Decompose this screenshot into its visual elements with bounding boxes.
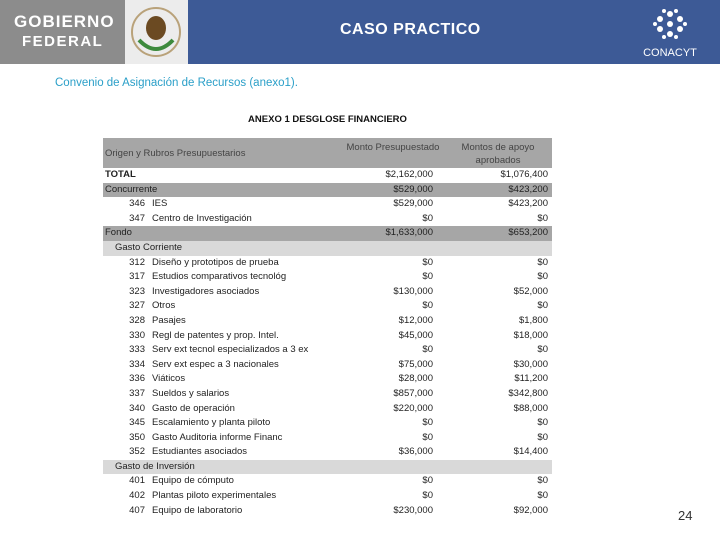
table-row xyxy=(103,241,552,256)
row-code: 347 xyxy=(129,212,145,224)
row-apoyo: $92,000 xyxy=(513,504,548,516)
row-monto: $45,000 xyxy=(398,329,433,341)
row-apoyo: $88,000 xyxy=(513,402,548,414)
row-monto: $857,000 xyxy=(393,387,433,399)
row-desc: Gasto de operación xyxy=(152,402,235,414)
row-apoyo: $18,000 xyxy=(513,329,548,341)
row-desc: Centro de Investigación xyxy=(152,212,252,224)
table-row xyxy=(103,460,552,475)
row-monto: $36,000 xyxy=(398,446,433,458)
row-monto: $0 xyxy=(422,475,433,487)
row-desc: Plantas piloto experimentales xyxy=(152,490,277,502)
row-desc: Regl de patentes y prop. Intel. xyxy=(152,329,279,341)
row-apoyo: $30,000 xyxy=(513,358,548,370)
row-desc: Viáticos xyxy=(152,373,186,385)
logo-line2: FEDERAL xyxy=(22,33,104,50)
table-row xyxy=(103,343,552,358)
row-monto: $0 xyxy=(422,417,433,429)
row-code: 336 xyxy=(129,373,145,385)
row-apoyo: $11,200 xyxy=(514,373,548,385)
row-monto: $0 xyxy=(422,256,433,268)
table-row xyxy=(103,168,552,183)
row-desc: Escalamiento y planta piloto xyxy=(152,417,271,429)
table-row xyxy=(103,197,552,212)
row-apoyo: $0 xyxy=(537,475,548,487)
row-code: 323 xyxy=(129,285,145,297)
row-monto: $220,000 xyxy=(393,402,433,414)
row-monto: $12,000 xyxy=(398,314,433,326)
row-monto: $0 xyxy=(422,431,433,443)
row-monto: $0 xyxy=(422,344,433,356)
row-desc: Estudiantes asociados xyxy=(152,446,248,458)
table-row xyxy=(103,387,552,402)
table-row xyxy=(103,358,552,373)
row-name: Gasto Corriente xyxy=(115,241,183,253)
row-desc: Estudios comparativos tecnológ xyxy=(152,271,287,283)
table-row xyxy=(103,285,552,300)
row-monto: $28,000 xyxy=(398,373,433,385)
row-code: 317 xyxy=(129,271,145,283)
table-title: ANEXO 1 DESGLOSE FINANCIERO xyxy=(248,114,407,125)
row-code: 401 xyxy=(129,475,145,487)
table-row xyxy=(103,226,552,241)
gobierno-federal-logo xyxy=(0,0,125,64)
row-name: Fondo xyxy=(105,227,132,239)
table-row xyxy=(103,372,552,387)
table-row xyxy=(103,431,552,446)
subtitle: Convenio de Asignación de Recursos (anexo1). xyxy=(55,77,298,89)
table-row xyxy=(103,474,552,489)
row-code: 340 xyxy=(129,402,145,414)
row-name: TOTAL xyxy=(105,169,136,180)
row-monto: $529,000 xyxy=(393,198,433,210)
row-desc: Serv ext tecnol especializados a 3 ex xyxy=(152,344,309,356)
mexico-seal-icon xyxy=(125,0,188,64)
row-desc: Investigadores asociados xyxy=(152,285,260,297)
table-row xyxy=(103,314,552,329)
row-desc: Serv ext espec a 3 nacionales xyxy=(152,358,279,370)
row-code: 333 xyxy=(129,344,145,356)
financial-table xyxy=(103,138,552,518)
row-monto: $0 xyxy=(422,490,433,502)
row-desc: Pasajes xyxy=(152,314,186,326)
row-monto: $529,000 xyxy=(393,183,433,195)
row-code: 330 xyxy=(129,329,145,341)
row-code: 337 xyxy=(129,387,145,399)
row-monto: $75,000 xyxy=(398,358,433,370)
row-desc: Equipo de cómputo xyxy=(152,475,234,487)
row-code: 328 xyxy=(129,314,145,326)
row-apoyo: $0 xyxy=(537,300,548,312)
row-apoyo: $423,200 xyxy=(508,198,548,210)
row-name: Concurrente xyxy=(105,183,158,195)
row-apoyo: $52,000 xyxy=(513,285,548,297)
conacyt-text: CONACYT xyxy=(643,47,697,59)
row-code: 402 xyxy=(129,490,145,502)
table-row xyxy=(103,504,552,519)
row-apoyo: $0 xyxy=(537,256,548,268)
row-code: 345 xyxy=(129,417,145,429)
row-desc: Diseño y prototipos de prueba xyxy=(152,256,279,268)
row-code: 407 xyxy=(129,504,145,516)
slide-title: CASO PRACTICO xyxy=(340,21,481,38)
row-desc: Otros xyxy=(152,300,176,312)
row-code: 334 xyxy=(129,358,145,370)
row-apoyo: $0 xyxy=(537,431,548,443)
conacyt-emblem-icon xyxy=(653,8,687,40)
col-header-origen: Origen y Rubros Presupuestarios xyxy=(105,148,246,159)
col-header-apoyo: Montos de apoyo aprobados xyxy=(461,142,535,166)
table-row xyxy=(103,329,552,344)
row-code: 352 xyxy=(129,446,145,458)
table-row xyxy=(103,416,552,431)
row-code: 327 xyxy=(129,300,145,312)
row-apoyo: $1,076,400 xyxy=(500,169,548,180)
row-apoyo: $0 xyxy=(537,271,548,283)
row-monto: $130,000 xyxy=(393,285,433,297)
row-code: 350 xyxy=(129,431,145,443)
row-apoyo: $423,200 xyxy=(508,183,548,195)
row-monto: $0 xyxy=(422,300,433,312)
row-apoyo: $0 xyxy=(537,212,548,224)
row-apoyo: $0 xyxy=(537,344,548,356)
row-apoyo: $1,800 xyxy=(518,314,548,326)
conacyt-logo xyxy=(638,8,702,59)
row-apoyo: $0 xyxy=(537,417,548,429)
table-row xyxy=(103,270,552,285)
table-row xyxy=(103,445,552,460)
row-apoyo: $0 xyxy=(537,490,548,502)
table-header xyxy=(103,138,552,168)
row-monto: $1,633,000 xyxy=(385,227,433,239)
row-desc: Gasto Auditoria informe Financ xyxy=(152,431,283,443)
row-apoyo: $653,200 xyxy=(508,227,548,239)
row-code: 346 xyxy=(129,198,145,210)
row-apoyo: $342,800 xyxy=(508,387,548,399)
table-row xyxy=(103,183,552,198)
row-desc: Equipo de laboratorio xyxy=(152,504,243,516)
logo-line1: GOBIERNO xyxy=(14,12,115,31)
col-header-monto: Monto Presupuestado xyxy=(346,142,440,153)
row-apoyo: $14,400 xyxy=(513,446,548,458)
table-row xyxy=(103,212,552,227)
page-number: 24 xyxy=(678,508,693,523)
table-row xyxy=(103,402,552,417)
row-monto: $0 xyxy=(422,212,433,224)
row-monto: $0 xyxy=(422,271,433,283)
row-name: Gasto de Inversión xyxy=(115,460,195,472)
header-band xyxy=(188,0,720,64)
table-row xyxy=(103,489,552,504)
table-row xyxy=(103,256,552,271)
row-desc: IES xyxy=(152,198,168,210)
row-monto: $230,000 xyxy=(393,504,433,516)
table-row xyxy=(103,299,552,314)
row-code: 312 xyxy=(129,256,145,268)
row-desc: Sueldos y salarios xyxy=(152,387,230,399)
row-monto: $2,162,000 xyxy=(385,169,433,180)
